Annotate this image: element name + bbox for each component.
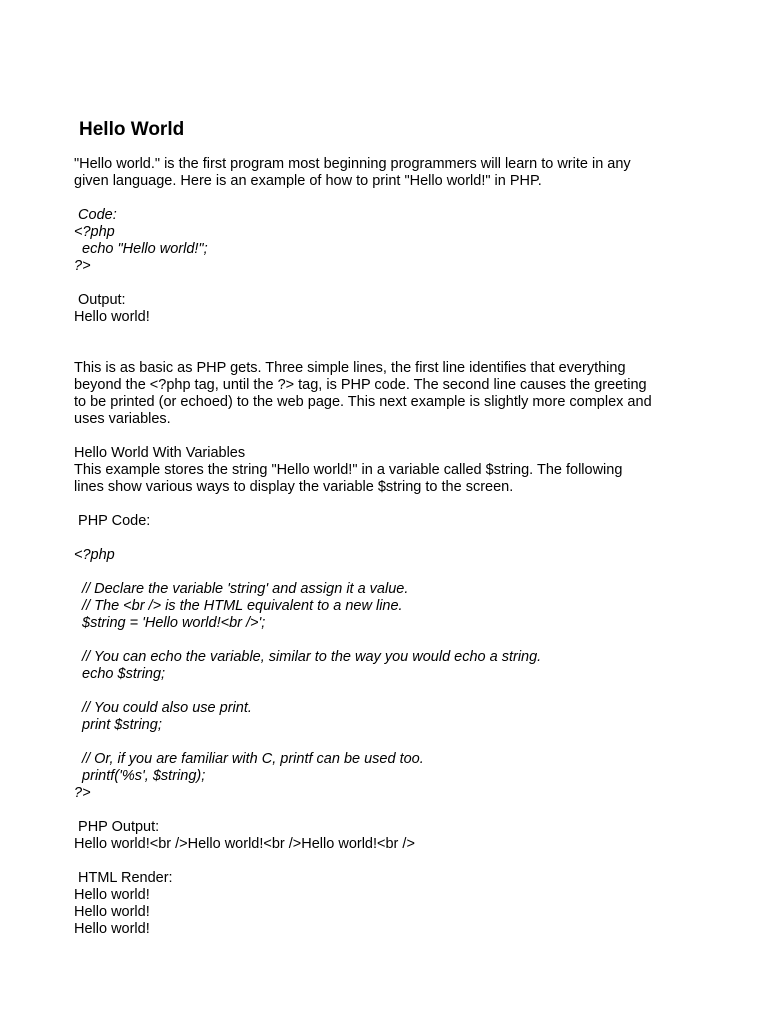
code-line: echo "Hello world!"; xyxy=(74,241,208,257)
code-line: <?php xyxy=(74,224,115,240)
code-line: $string = 'Hello world!<br />'; xyxy=(74,615,266,631)
text-line: lines show various ways to display the variable $string to the screen. xyxy=(74,479,514,495)
text-line: to be printed (or echoed) to the web page. This next example is slightly more complex and xyxy=(74,394,652,410)
intro-paragraph xyxy=(74,156,708,190)
text-line: "Hello world." is the first program most beginning programmers will learn to write in any xyxy=(74,156,631,172)
code-line xyxy=(74,632,708,649)
code-line: // Declare the variable 'string' and assign it a value. xyxy=(74,581,409,597)
render-line: Hello world! xyxy=(74,887,150,903)
code-line: <?php xyxy=(74,547,115,563)
code-line: ?> xyxy=(74,258,91,274)
code-label: PHP Code: xyxy=(74,513,151,529)
text-line: beyond the <?php tag, until the ?> tag, is PHP code. The second line causes the greeting xyxy=(74,377,647,393)
code-line: // You could also use print. xyxy=(74,700,252,716)
code-line xyxy=(74,683,708,700)
code-line: print $string; xyxy=(74,717,162,733)
example2-render-block xyxy=(74,870,708,938)
render-line: Hello world! xyxy=(74,904,150,920)
page-title: Hello World xyxy=(79,119,185,140)
text-line: given language. Here is an example of how to print "Hello world!" in PHP. xyxy=(74,173,542,189)
code-line xyxy=(74,734,708,751)
text-line: This example stores the string "Hello world!" in a variable called $string. The following xyxy=(74,462,623,478)
example2-code-label-block xyxy=(74,513,708,530)
code-line: echo $string; xyxy=(74,666,166,682)
code-line: // Or, if you are familiar with C, printf can be used too. xyxy=(74,751,424,767)
example2-output-block xyxy=(74,819,708,853)
example1-code-block xyxy=(74,207,708,275)
output-label: PHP Output: xyxy=(74,819,160,835)
output-line: Hello world!<br />Hello world!<br />Hello world!<br /> xyxy=(74,836,415,852)
code-line xyxy=(74,564,708,581)
text-line: uses variables. xyxy=(74,411,171,427)
example2-intro xyxy=(74,445,708,496)
render-label: HTML Render: xyxy=(74,870,173,886)
render-line: Hello world! xyxy=(74,921,150,937)
code-line: ?> xyxy=(74,785,91,801)
text-line: This is as basic as PHP gets. Three simple lines, the first line identifies that everything xyxy=(74,360,626,376)
code-line: printf('%s', $string); xyxy=(74,768,206,784)
output-line: Hello world! xyxy=(74,309,150,325)
code-line: // You can echo the variable, similar to the way you would echo a string. xyxy=(74,649,542,665)
example2-code-block xyxy=(74,547,708,802)
output-label: Output: xyxy=(74,292,126,308)
section-heading: Hello World With Variables xyxy=(74,445,246,461)
code-label: Code: xyxy=(74,207,117,223)
example1-output-block xyxy=(74,292,708,326)
code-line: // The <br /> is the HTML equivalent to a new line. xyxy=(74,598,403,614)
explanation-paragraph xyxy=(74,360,708,428)
